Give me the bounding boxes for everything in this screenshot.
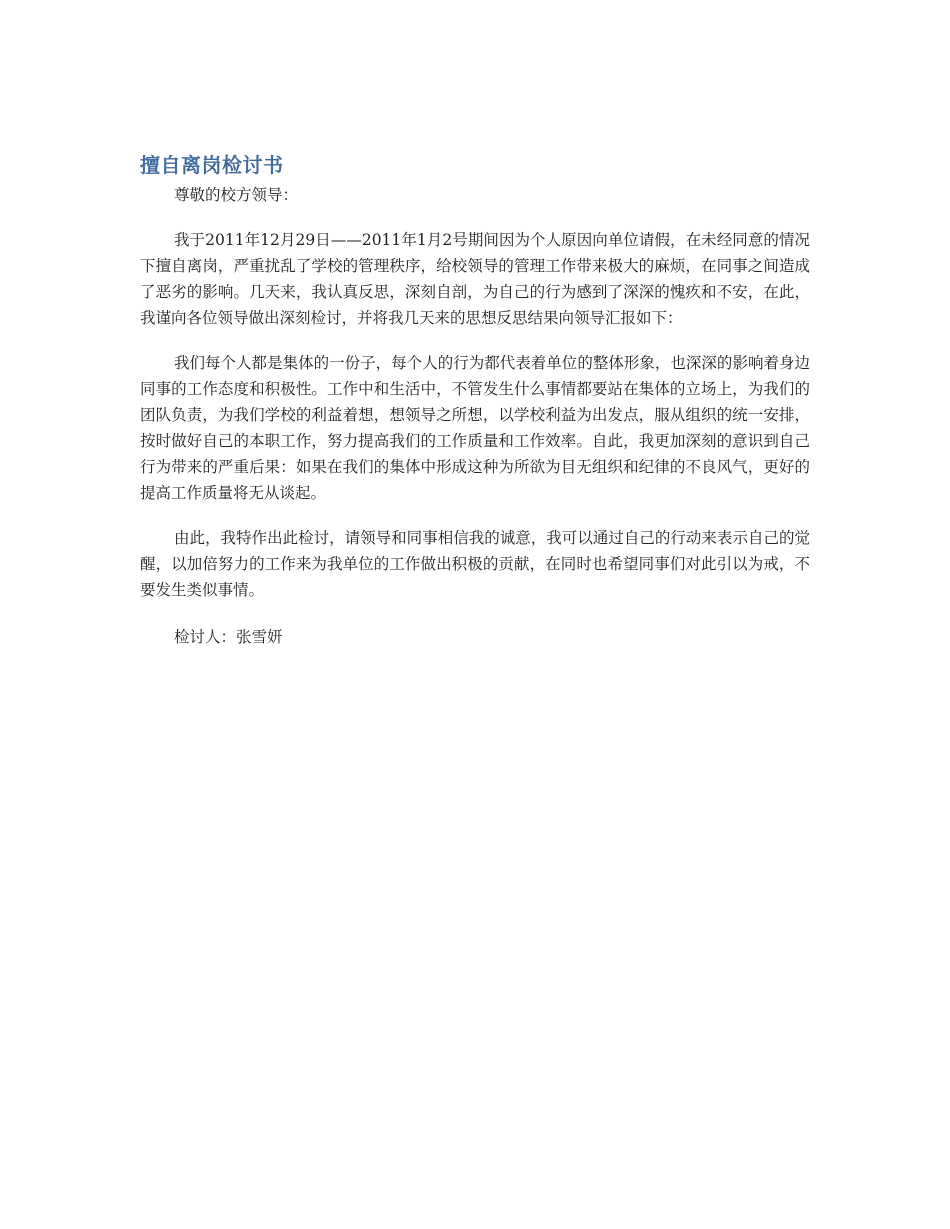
signature: 检讨人：张雪妍 bbox=[174, 628, 283, 646]
paragraph-2: 我们每个人都是集体的一份子，每个人的行为都代表着单位的整体形象，也深深的影响着身边同事的工作态度和积极性。工作中和生活中，不管发生什么事情都要站在集体的立场上，为我们的团队负责，为我们学校的利益着想，想领导之所想，以学校利益为出发点，服从组织的统一安排，按时做好自己的本职工作，努力提高我们的工作质量和工作效率。自此，我更加深刻的意识到自己行为带来的严重后果：如果在我们的集体中形成这种为所欲为目无组织和纪律的不良风气，更好的提高工作质量将无从谈起。 bbox=[140, 354, 810, 502]
document-title: 擅自离岗检讨书 bbox=[140, 153, 284, 177]
paragraph-3: 由此，我特作出此检讨，请领导和同事相信我的诚意，我可以通过自己的行动来表示自己的觉醒，以加倍努力的工作来为我单位的工作做出积极的贡献，在同时也希望同事们对此引以为戒，不要发生类似事情。 bbox=[140, 529, 810, 599]
document-body bbox=[140, 150, 810, 650]
salutation: 尊敬的校方领导： bbox=[174, 186, 299, 204]
paragraph-1: 我于2011年12月29日——2011年1月2号期间因为个人原因向单位请假，在未经同意的情况下擅自离岗，严重扰乱了学校的管理秩序，给校领导的管理工作带来极大的麻烦，在同事之间造成了恶劣的影响。几天来，我认真反思，深刻自剖，为自己的行为感到了深深的愧疚和不安，在此，我谨向各位领导做出深刻检讨，并将我几天来的思想反思结果向领导汇报如下： bbox=[140, 231, 810, 327]
